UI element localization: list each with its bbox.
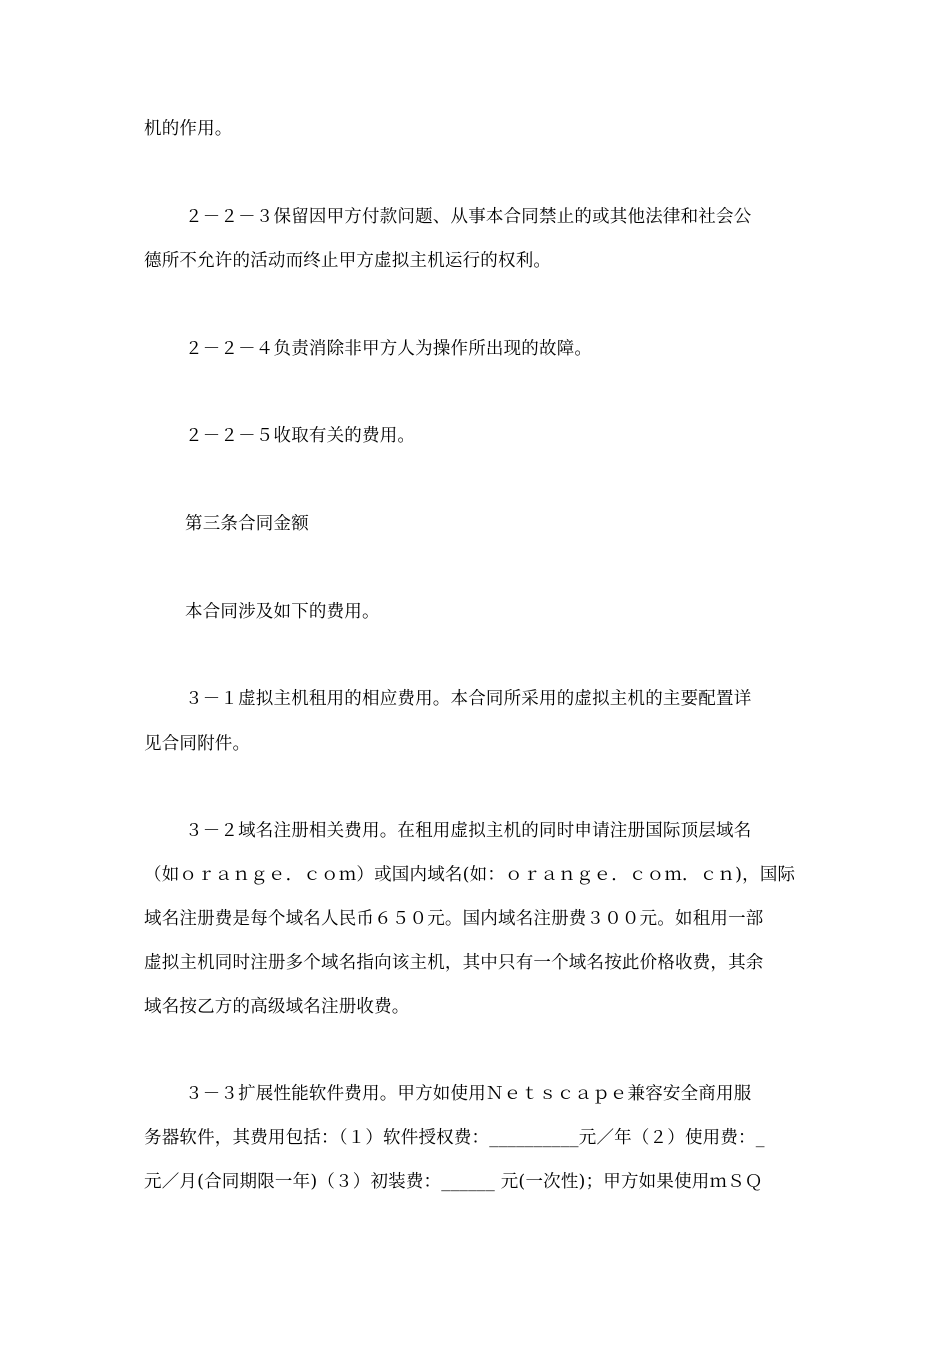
section-heading: 第三条合同金额 [185, 514, 309, 534]
paragraph-line: 元／月(合同期限一年)（３）初装费：______ 元(一次性)；甲方如果使用ｍＳＱ [144, 1172, 763, 1192]
paragraph-line: ２－２－４负责消除非甲方人为操作所出现的故障。 [185, 339, 593, 359]
paragraph-line: 虚拟主机同时注册多个域名指向该主机，其中只有一个域名按此价格收费，其余 [144, 953, 764, 973]
paragraph-line: （如ｏｒａｎｇｅ．ｃｏｍ）或国内域名(如：ｏｒａｎｇｅ．ｃｏｍ．ｃｎ)，国际 [144, 865, 796, 885]
paragraph-line: 务器软件，其费用包括：（１）软件授权费：__________元／年（２）使用费：_ [144, 1128, 765, 1148]
paragraph-line: 德所不允许的活动而终止甲方虚拟主机运行的权利。 [144, 251, 552, 271]
paragraph-line: 见合同附件。 [144, 734, 251, 754]
paragraph-line: ２－２－５收取有关的费用。 [185, 426, 416, 446]
paragraph-line: 机的作用。 [144, 119, 233, 139]
paragraph-line: 域名按乙方的高级域名注册收费。 [144, 997, 410, 1017]
paragraph-line: 本合同涉及如下的费用。 [185, 602, 380, 622]
paragraph-line: ３－１虚拟主机租用的相应费用。本合同所采用的虚拟主机的主要配置详 [185, 689, 752, 709]
paragraph-line: ２－２－３保留因甲方付款问题、从事本合同禁止的或其他法律和社会公 [185, 207, 752, 227]
paragraph-line: ３－３扩展性能软件费用。甲方如使用Ｎｅｔｓｃａｐｅ兼容安全商用服 [185, 1084, 752, 1104]
paragraph-line: ３－２域名注册相关费用。在租用虚拟主机的同时申请注册国际顶层域名 [185, 821, 752, 841]
paragraph-line: 域名注册费是每个域名人民币６５０元。国内域名注册费３００元。如租用一部 [144, 909, 764, 929]
